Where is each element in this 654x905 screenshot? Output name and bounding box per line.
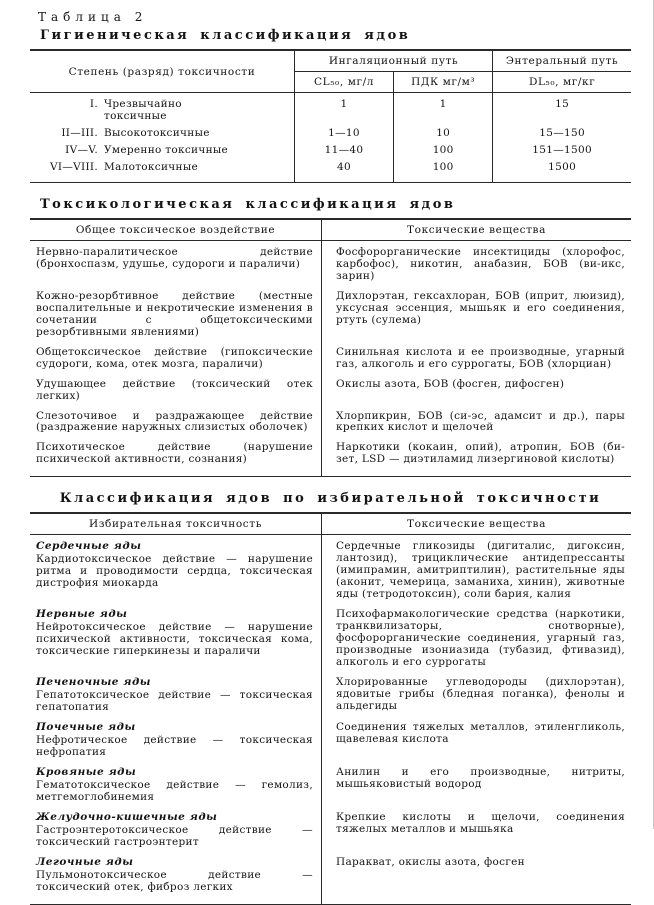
poison-group-name: Печеночные яды <box>36 676 151 689</box>
selective-toxicity-title: Классификация ядов по избирательной токсичности <box>59 491 602 507</box>
degree-label <box>30 142 294 159</box>
poison-group-description: Пульмонотоксическое действие — токсический отек, фиброз легких <box>36 868 313 893</box>
degree-name: Чрезвычайно токсичные <box>104 98 182 122</box>
cl50-value: 1 <box>294 93 393 125</box>
hygienic-classification-title: Гигиеническая классификация ядов <box>40 28 411 43</box>
substances-cell: Хлорпикрин, БОВ (си-эс, адамсит и др.), пары крепких кислот и щелочей <box>321 405 631 437</box>
table-row <box>30 851 631 904</box>
cl50-value: 1—10 <box>294 125 393 142</box>
table-row <box>30 603 631 671</box>
poison-group-cell <box>30 806 321 851</box>
hygienic-classification-table <box>30 49 631 183</box>
toxic-action-cell: Кожно-резорбтивное действие (местные воспалительные и некротические изменения в сочетании с общетоксическими резорбтивными явлениями) <box>36 289 313 338</box>
substances-cell: Соединения тяжелых металлов, этиленгликоль, щавелевая кислота <box>321 716 631 761</box>
table-row <box>30 716 631 761</box>
degree-numeral: VI—VIII. <box>50 160 98 173</box>
selective-toxicity-column-header: Избирательная токсичность <box>30 513 321 535</box>
toxicological-classification-table <box>30 218 631 478</box>
substances-cell: Психофармакологические средства (наркотики, транквилизаторы, снотворные), фосфорорганические соединения, угарный газ, производные изониазида (тубазид, фтивазид), алкоголь и его суррогаты <box>321 603 631 671</box>
substances-cell: Хлорированные углеводороды (дихлорэтан), ядовитые грибы (бледная поганка), фенолы и альдегиды <box>321 671 631 716</box>
poison-group-description: Гастроэнтеротоксическое действие — токсический гастроэнтерит <box>36 823 313 848</box>
pdk-column-header: ПДК мг/м³ <box>394 72 493 93</box>
table-header-row <box>30 219 631 241</box>
poison-group-cell <box>30 603 321 671</box>
toxic-action-cell: Нервно-паралитическое действие (бронхоспазм, удушье, судороги и параличи) <box>36 245 313 270</box>
table-row <box>30 671 631 716</box>
poison-group-description: Нефротическое действие — токсическая нефропатия <box>36 733 313 758</box>
cl50-value: 40 <box>294 159 393 182</box>
cl50-value: 11—40 <box>294 142 393 159</box>
dl50-value: 15 <box>493 93 631 125</box>
table-row <box>30 373 631 405</box>
substances-cell: Дихлорэтан, гексахлоран, БОВ (иприт, люизид), уксусная эссенция, мышьяк и его соединения, ртуть (сулема) <box>321 285 631 341</box>
table-row <box>30 93 631 125</box>
degree-label <box>30 159 294 182</box>
poison-group-name: Почечные яды <box>36 720 136 733</box>
dl50-value: 15—150 <box>493 125 631 142</box>
degree-name: Умеренно токсичные <box>104 143 229 156</box>
table-row <box>30 125 631 142</box>
poison-group-description: Кардиотоксическое действие — нарушение ритма и проводимости сердца, токсическая дистрофия миокарда <box>36 553 313 590</box>
table-row <box>30 535 631 603</box>
enteral-group-header: Энтеральный путь <box>493 50 631 72</box>
substances-cell: Анилин и его производные, нитриты, мышьяковистый водород <box>321 761 631 806</box>
poison-group-cell <box>30 535 321 603</box>
degree-numeral: II—III. <box>61 126 98 139</box>
degree-label <box>30 93 294 125</box>
degree-name: Малотоксичные <box>104 160 198 173</box>
substances-cell: Окислы азота, БОВ (фосген, дифосген) <box>321 373 631 405</box>
toxic-substances-column-header: Токсические вещества <box>321 219 631 241</box>
cl50-column-header: CL₅₀, мг/л <box>294 72 393 93</box>
substances-cell: Фосфорорганические инсектициды (хлорофос, карбофос), никотин, анабазин, БОВ (ви-икс, зарин) <box>321 240 631 284</box>
table-row <box>30 405 631 437</box>
selective-toxicity-table <box>30 512 631 904</box>
table-row <box>30 436 631 476</box>
poison-group-name: Желудочно-кишечные яды <box>36 810 218 823</box>
poison-group-name: Кровяные яды <box>36 765 137 778</box>
degree-name: Высокотоксичные <box>104 126 210 139</box>
table-header-row <box>30 50 631 72</box>
table-row <box>30 341 631 373</box>
poison-group-cell <box>30 851 321 904</box>
toxic-action-cell: Слезоточивое и раздражающее действие (раздражение наружных слизистых оболочек) <box>36 409 313 434</box>
table-row <box>30 285 631 341</box>
substances-cell: Наркотики (кокаин, опий), атропин, БОВ (би-зет, LSD — диэтиламид лизергиновой кислоты) <box>321 436 631 476</box>
degree-label <box>30 125 294 142</box>
pdk-value: 100 <box>394 159 493 182</box>
degree-numeral: IV—V. <box>65 143 98 156</box>
table-number-label: Таблица 2 <box>38 10 148 24</box>
pdk-value: 100 <box>394 142 493 159</box>
inhalation-group-header: Ингаляционный путь <box>294 50 492 72</box>
poison-group-name: Сердечные яды <box>36 540 142 553</box>
toxic-action-cell: Психотическое действие (нарушение психической активности, сознания) <box>36 441 313 466</box>
table-row <box>30 761 631 806</box>
table-header-row <box>30 513 631 535</box>
dl50-column-header: DL₅₀, мг/кг <box>493 72 631 93</box>
dl50-value: 151—1500 <box>493 142 631 159</box>
degree-column-header: Степень (разряд) токсичности <box>30 50 294 93</box>
dl50-value: 1500 <box>493 159 631 182</box>
substances-cell: Сердечные гликозиды (дигиталис, дигоксин, лантозид), трициклические антидепрессанты (имипрамин, амитриптилин), растительные яды (аконит, чемерица, заманиха, хинин), животные яды (тетродотоксин), соли бария, калия <box>321 535 631 603</box>
toxicological-classification-title: Токсикологическая классификация ядов <box>40 196 456 212</box>
poison-group-cell <box>30 761 321 806</box>
pdk-value: 10 <box>394 125 493 142</box>
poison-group-description: Нейротоксическое действие — нарушение психической активности, токсическая кома, токсические гиперкинезы и параличи <box>36 621 313 658</box>
table-row <box>30 142 631 159</box>
toxic-action-cell: Общетоксическое действие (гипоксические судороги, кома, отек мозга, параличи) <box>36 345 313 370</box>
table-row <box>30 806 631 851</box>
toxic-substances-column-header: Токсические вещества <box>321 513 631 535</box>
poison-group-description: Гепатотоксическое действие — токсическая гепатопатия <box>36 689 313 713</box>
poison-group-description: Гематотоксическое действие — гемолиз, метгемоглобинемия <box>36 778 313 803</box>
pdk-value: 1 <box>394 93 493 125</box>
table-row <box>30 240 631 284</box>
poison-group-cell <box>30 671 321 716</box>
poison-group-cell <box>30 716 321 761</box>
poison-group-name: Легочные яды <box>36 855 134 868</box>
substances-cell: Паракват, окислы азота, фосген <box>321 851 631 904</box>
poison-group-name: Нервные яды <box>36 608 128 621</box>
degree-numeral: I. <box>89 98 98 110</box>
table-row <box>30 159 631 182</box>
substances-cell: Синильная кислота и ее производные, угарный газ, алкоголь и его суррогаты, БОВ (хлорциан) <box>321 341 631 373</box>
toxic-action-cell: Удушающее действие (токсический отек легких) <box>36 377 313 402</box>
general-action-column-header: Общее токсическое воздействие <box>30 219 321 241</box>
substances-cell: Крепкие кислоты и щелочи, соединения тяжелых металлов и мышьяка <box>321 806 631 851</box>
